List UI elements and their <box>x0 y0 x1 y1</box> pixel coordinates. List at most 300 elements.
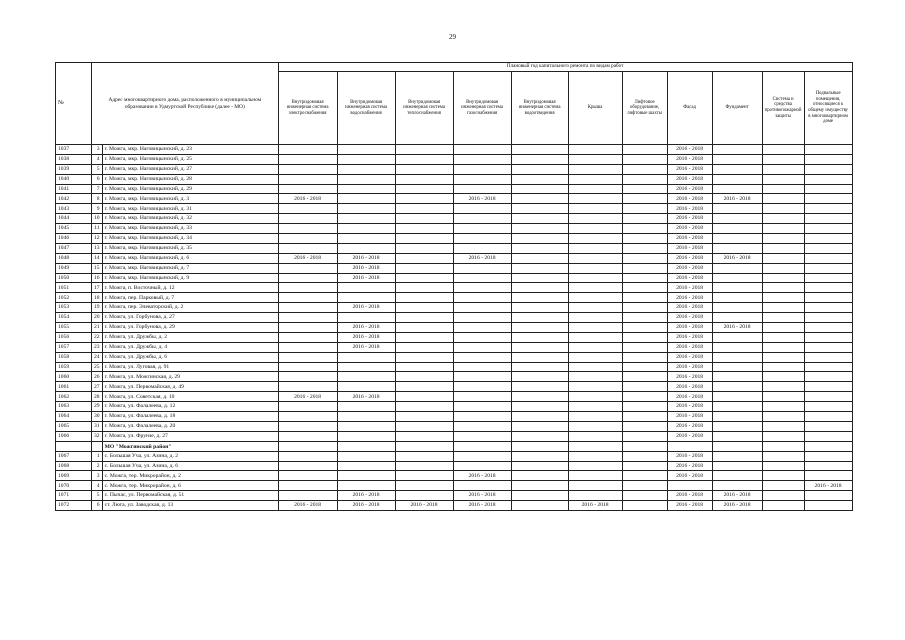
work-cell <box>712 471 762 481</box>
work-cell <box>712 412 762 422</box>
work-cell <box>453 283 511 293</box>
work-cell <box>568 253 622 263</box>
work-cell <box>395 303 453 313</box>
work-cell <box>762 342 804 352</box>
work-cell <box>453 352 511 362</box>
row-index: 27 <box>92 382 103 392</box>
table-row <box>56 461 853 471</box>
work-cell <box>762 372 804 382</box>
work-cell <box>337 293 395 303</box>
page-number: 29 <box>449 33 456 41</box>
table-row <box>56 431 853 441</box>
work-cell <box>395 184 453 194</box>
table-row <box>56 204 853 214</box>
work-cell <box>278 421 337 431</box>
row-index: 2 <box>92 461 103 471</box>
table-row <box>56 184 853 194</box>
work-cell <box>568 293 622 303</box>
table-row <box>56 402 853 412</box>
table-row <box>56 481 853 491</box>
work-cell <box>762 174 804 184</box>
table-row <box>56 451 853 461</box>
work-cell <box>712 332 762 342</box>
table-row <box>56 501 853 511</box>
work-type-header: Внутридомовая инженерная система водоотведения <box>511 72 568 145</box>
work-cell <box>453 412 511 422</box>
work-cell <box>453 303 511 313</box>
work-cell <box>511 451 568 461</box>
work-cell <box>622 253 667 263</box>
row-index: 13 <box>92 243 103 253</box>
work-cell <box>278 323 337 333</box>
work-cell <box>395 342 453 352</box>
work-type-header: Подвальные помещения, относящиеся к общему имуществу в многоквартирном доме <box>804 72 852 145</box>
row-id: 1067 <box>56 451 92 461</box>
work-cell <box>278 441 337 451</box>
row-address: г. Можга, мкр. Наговицынский, д. 31 <box>102 204 278 214</box>
work-cell: 2016 - 2018 <box>667 293 712 303</box>
work-cell <box>337 382 395 392</box>
work-cell <box>278 293 337 303</box>
work-cell <box>622 412 667 422</box>
work-cell: 2016 - 2018 <box>667 382 712 392</box>
work-cell <box>337 402 395 412</box>
row-address: с. Можга, тер. Микрорайон, д. 2 <box>102 471 278 481</box>
work-cell: 2016 - 2018 <box>712 253 762 263</box>
row-id: 1063 <box>56 402 92 412</box>
work-cell: 2016 - 2018 <box>667 234 712 244</box>
work-cell <box>712 263 762 273</box>
work-cell: 2016 - 2018 <box>278 392 337 402</box>
work-cell <box>622 283 667 293</box>
work-cell <box>395 382 453 392</box>
work-cell: 2016 - 2018 <box>337 323 395 333</box>
work-cell <box>453 372 511 382</box>
work-cell <box>511 501 568 511</box>
work-cell <box>395 204 453 214</box>
work-cell <box>337 234 395 244</box>
work-cell <box>712 303 762 313</box>
table-row <box>56 362 853 372</box>
work-cell: 2016 - 2018 <box>667 243 712 253</box>
work-cell <box>804 332 852 342</box>
work-cell <box>712 352 762 362</box>
row-address: г. Можга, мкр. Наговицынский, д. 32 <box>102 214 278 224</box>
work-cell <box>622 145 667 155</box>
work-cell <box>622 293 667 303</box>
row-id: 1045 <box>56 224 92 234</box>
work-cell <box>804 342 852 352</box>
row-address: с. Можга, тер. Микрорайон, д. 6 <box>102 481 278 491</box>
table-row <box>56 352 853 362</box>
work-cell <box>762 283 804 293</box>
row-address: г. Можга, ул. Фалалеева, д. 20 <box>102 421 278 431</box>
work-cell <box>667 441 712 451</box>
work-cell <box>453 392 511 402</box>
work-cell <box>568 471 622 481</box>
row-index: 22 <box>92 332 103 342</box>
work-cell <box>395 263 453 273</box>
row-index: 3 <box>92 471 103 481</box>
capital-repair-table <box>55 62 853 511</box>
work-cell <box>395 154 453 164</box>
table-row <box>56 293 853 303</box>
work-cell <box>762 293 804 303</box>
work-cell <box>762 441 804 451</box>
work-cell <box>395 164 453 174</box>
work-cell <box>278 273 337 283</box>
work-cell <box>453 323 511 333</box>
work-cell <box>278 313 337 323</box>
table-row <box>56 154 853 164</box>
row-address: ст. Люга, ул. Заводская, д. 13 <box>102 501 278 511</box>
work-cell <box>622 441 667 451</box>
work-cell: 2016 - 2018 <box>667 461 712 471</box>
work-cell <box>511 461 568 471</box>
row-index: 17 <box>92 283 103 293</box>
row-index: 7 <box>92 184 103 194</box>
work-type-header: Фундамент <box>712 72 762 145</box>
work-cell: 2016 - 2018 <box>712 194 762 204</box>
work-cell <box>395 273 453 283</box>
table-row <box>56 303 853 313</box>
row-address: г. Можга, ул. Горбунова, д. 29 <box>102 323 278 333</box>
work-cell: 2016 - 2018 <box>667 332 712 342</box>
work-cell <box>622 491 667 501</box>
work-cell <box>511 204 568 214</box>
work-cell <box>278 372 337 382</box>
row-address: г. Можга, ул. Первомайская, д. 49 <box>102 382 278 392</box>
work-type-header: Лифтовое оборудование, лифтовые шахты <box>622 72 667 145</box>
row-id: 1066 <box>56 431 92 441</box>
row-id: 1072 <box>56 501 92 511</box>
work-cell: 2016 - 2018 <box>667 451 712 461</box>
work-cell: 2016 - 2018 <box>667 174 712 184</box>
row-address: г. Можга, мкр. Наговицынский, д. 7 <box>102 263 278 273</box>
work-type-header: Фасад <box>667 72 712 145</box>
work-cell <box>278 303 337 313</box>
work-cell: 2016 - 2018 <box>453 501 511 511</box>
work-cell <box>568 164 622 174</box>
row-address: г. Можга, пер. Парковый, д. 7 <box>102 293 278 303</box>
work-cell <box>395 421 453 431</box>
work-cell <box>622 362 667 372</box>
work-cell <box>278 481 337 491</box>
work-cell <box>622 402 667 412</box>
work-cell <box>453 313 511 323</box>
table-row <box>56 214 853 224</box>
work-cell <box>568 342 622 352</box>
row-address: г. Можга, ул. Дружбы, д. 6 <box>102 352 278 362</box>
work-cell <box>762 263 804 273</box>
work-cell <box>511 412 568 422</box>
work-cell <box>568 263 622 273</box>
work-cell <box>712 392 762 402</box>
row-index: 29 <box>92 402 103 412</box>
work-cell <box>568 352 622 362</box>
work-cell: 2016 - 2018 <box>667 154 712 164</box>
table-row <box>56 164 853 174</box>
table-row <box>56 243 853 253</box>
row-address: г. Можга, мкр. Наговицынский, д. 25 <box>102 154 278 164</box>
district-name: МО "Можгинский район" <box>102 441 278 451</box>
work-cell <box>804 273 852 283</box>
work-cell <box>712 441 762 451</box>
work-type-header: Внутридомовая инженерная система теплоснабжения <box>395 72 453 145</box>
work-cell <box>712 293 762 303</box>
work-cell <box>511 214 568 224</box>
work-cell <box>453 431 511 441</box>
work-cell <box>395 224 453 234</box>
work-cell <box>622 461 667 471</box>
row-id: 1053 <box>56 303 92 313</box>
table-row <box>56 471 853 481</box>
table-row <box>56 224 853 234</box>
row-id: 1056 <box>56 332 92 342</box>
work-cell <box>568 392 622 402</box>
work-cell <box>278 362 337 372</box>
table-row <box>56 392 853 402</box>
work-cell <box>804 412 852 422</box>
table-row <box>56 491 853 501</box>
work-cell <box>337 313 395 323</box>
work-cell <box>453 273 511 283</box>
work-cell: 2016 - 2018 <box>667 402 712 412</box>
work-cell <box>511 332 568 342</box>
work-cell <box>453 204 511 214</box>
work-cell <box>511 243 568 253</box>
work-cell <box>568 461 622 471</box>
work-cell <box>762 204 804 214</box>
row-index <box>92 441 103 451</box>
row-index: 16 <box>92 273 103 283</box>
work-cell <box>712 342 762 352</box>
work-cell <box>453 174 511 184</box>
work-cell <box>568 323 622 333</box>
work-cell <box>278 263 337 273</box>
work-cell <box>762 184 804 194</box>
work-cell <box>804 382 852 392</box>
work-cell <box>622 243 667 253</box>
row-id: 1061 <box>56 382 92 392</box>
work-cell <box>762 214 804 224</box>
row-address: г. Можга, ул. Фалалеева, д. 18 <box>102 412 278 422</box>
work-cell <box>395 313 453 323</box>
work-cell <box>453 234 511 244</box>
work-cell <box>712 234 762 244</box>
table-row <box>56 372 853 382</box>
row-id: 1069 <box>56 471 92 481</box>
work-cell <box>712 313 762 323</box>
table-row <box>56 253 853 263</box>
work-cell <box>712 164 762 174</box>
row-id: 1047 <box>56 243 92 253</box>
work-cell <box>337 441 395 451</box>
work-cell <box>804 154 852 164</box>
work-cell <box>762 392 804 402</box>
work-cell <box>762 382 804 392</box>
work-cell: 2016 - 2018 <box>453 194 511 204</box>
row-id: 1040 <box>56 174 92 184</box>
work-cell <box>453 214 511 224</box>
work-cell <box>453 402 511 412</box>
work-cell <box>453 382 511 392</box>
row-address: г. Можга, мкр. Наговицынский, д. 33 <box>102 224 278 234</box>
work-cell <box>337 471 395 481</box>
work-cell <box>337 451 395 461</box>
work-cell <box>762 451 804 461</box>
work-cell <box>395 174 453 184</box>
work-cell: 2016 - 2018 <box>568 501 622 511</box>
work-cell <box>278 402 337 412</box>
work-cell <box>622 471 667 481</box>
row-id: 1052 <box>56 293 92 303</box>
row-index: 25 <box>92 362 103 372</box>
work-cell <box>511 392 568 402</box>
work-cell <box>453 243 511 253</box>
work-cell: 2016 - 2018 <box>667 471 712 481</box>
work-cell <box>337 283 395 293</box>
work-cell <box>278 412 337 422</box>
work-cell <box>622 501 667 511</box>
work-cell <box>395 234 453 244</box>
work-cell <box>568 224 622 234</box>
work-cell <box>762 352 804 362</box>
work-cell <box>804 461 852 471</box>
work-cell <box>762 303 804 313</box>
table-row <box>56 273 853 283</box>
work-cell <box>511 323 568 333</box>
work-cell <box>278 164 337 174</box>
work-cell <box>453 332 511 342</box>
work-cell <box>762 253 804 263</box>
work-cell <box>804 204 852 214</box>
work-cell <box>804 234 852 244</box>
row-index: 3 <box>92 145 103 155</box>
work-cell <box>622 332 667 342</box>
row-id: 1039 <box>56 164 92 174</box>
work-cell <box>762 481 804 491</box>
work-cell <box>804 303 852 313</box>
work-cell <box>762 402 804 412</box>
work-cell <box>511 372 568 382</box>
work-cell: 2016 - 2018 <box>278 501 337 511</box>
work-cell <box>395 441 453 451</box>
work-cell: 2016 - 2018 <box>667 491 712 501</box>
work-cell <box>278 382 337 392</box>
work-cell <box>804 313 852 323</box>
work-cell <box>278 431 337 441</box>
work-cell <box>712 184 762 194</box>
work-cell <box>395 145 453 155</box>
row-id: 1068 <box>56 461 92 471</box>
work-cell <box>712 214 762 224</box>
row-index: 23 <box>92 342 103 352</box>
work-cell <box>453 451 511 461</box>
work-cell <box>622 352 667 362</box>
row-id: 1049 <box>56 263 92 273</box>
work-cell <box>622 323 667 333</box>
row-id: 1048 <box>56 253 92 263</box>
work-cell <box>712 382 762 392</box>
work-cell <box>511 263 568 273</box>
work-cell <box>622 303 667 313</box>
work-cell <box>337 154 395 164</box>
work-cell <box>278 224 337 234</box>
work-cell <box>804 402 852 412</box>
row-id: 1060 <box>56 372 92 382</box>
work-cell <box>712 421 762 431</box>
row-id: 1038 <box>56 154 92 164</box>
work-cell: 2016 - 2018 <box>667 412 712 422</box>
work-cell: 2016 - 2018 <box>453 491 511 501</box>
work-cell <box>804 372 852 382</box>
work-cell: 2016 - 2018 <box>667 303 712 313</box>
work-cell <box>712 481 762 491</box>
work-cell <box>762 194 804 204</box>
work-cell <box>762 362 804 372</box>
row-address: г. Можга, мкр. Наговицынский, д. 34 <box>102 234 278 244</box>
work-type-header: Крыша <box>568 72 622 145</box>
row-id: 1054 <box>56 313 92 323</box>
work-cell <box>712 243 762 253</box>
work-cell <box>453 293 511 303</box>
row-id: 1059 <box>56 362 92 372</box>
work-cell <box>568 313 622 323</box>
row-index: 5 <box>92 491 103 501</box>
work-cell <box>568 382 622 392</box>
work-cell <box>278 461 337 471</box>
work-cell <box>667 481 712 491</box>
work-cell <box>804 214 852 224</box>
work-cell <box>337 421 395 431</box>
row-id: 1041 <box>56 184 92 194</box>
row-id: 1062 <box>56 392 92 402</box>
work-cell <box>762 164 804 174</box>
work-cell <box>453 154 511 164</box>
work-cell <box>712 174 762 184</box>
work-cell <box>762 412 804 422</box>
work-cell: 2016 - 2018 <box>667 352 712 362</box>
work-cell <box>622 263 667 273</box>
work-cell <box>622 382 667 392</box>
row-address: г. Можга, п. Восточный, д. 12 <box>102 283 278 293</box>
work-cell: 2016 - 2018 <box>667 342 712 352</box>
work-cell: 2016 - 2018 <box>337 501 395 511</box>
work-cell <box>453 342 511 352</box>
row-address: г. Можга, ул. Луговая, д. 91 <box>102 362 278 372</box>
work-cell <box>712 461 762 471</box>
row-id: 1051 <box>56 283 92 293</box>
work-cell: 2016 - 2018 <box>453 253 511 263</box>
work-cell <box>622 342 667 352</box>
work-cell <box>622 481 667 491</box>
row-index: 19 <box>92 303 103 313</box>
work-cell <box>395 471 453 481</box>
work-cell: 2016 - 2018 <box>395 501 453 511</box>
work-cell <box>395 372 453 382</box>
work-cell <box>395 283 453 293</box>
work-cell <box>568 243 622 253</box>
row-id: 1042 <box>56 194 92 204</box>
work-group-header: Плановый год капитального ремонта по видам работ <box>278 63 852 72</box>
work-cell <box>453 164 511 174</box>
work-cell <box>568 204 622 214</box>
table-row <box>56 421 853 431</box>
work-cell <box>511 441 568 451</box>
work-cell <box>395 323 453 333</box>
row-id: 1055 <box>56 323 92 333</box>
